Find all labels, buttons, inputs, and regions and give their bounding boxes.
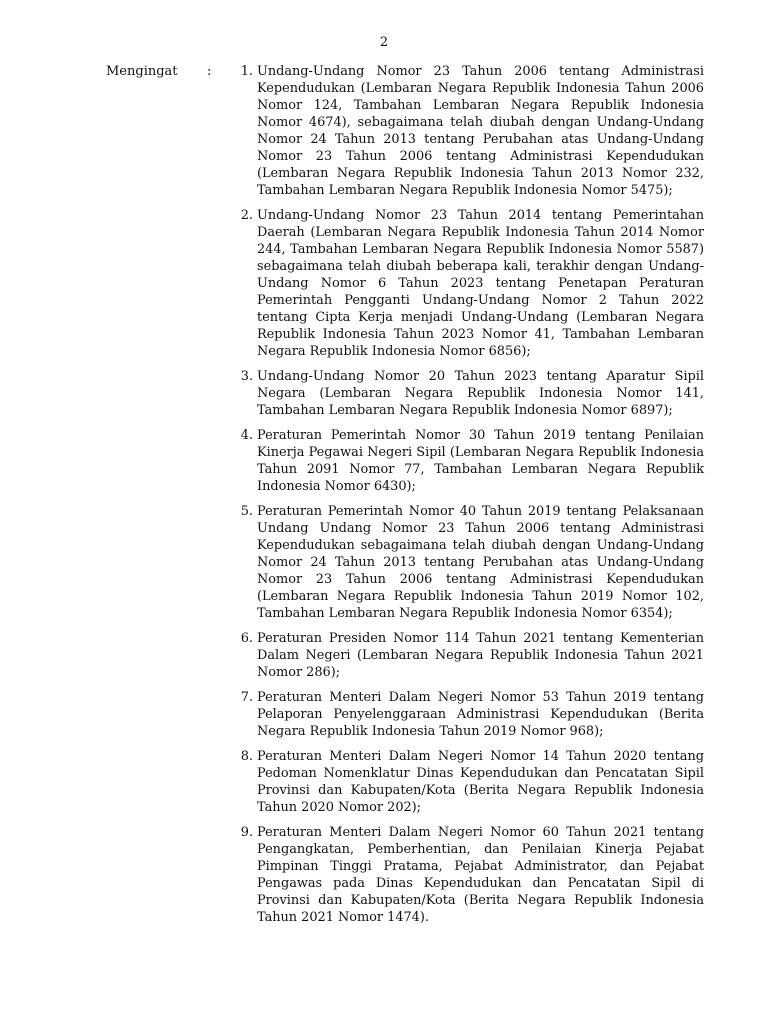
item-text: Peraturan Pemerintah Nomor 30 Tahun 2019 tentang Penilaian Kinerja Pegawai Negeri Sipil (Lembaran Negara Republik Indonesia Tahun 2091 Nomor 77, Tambahan Lembaran Negara Republik Indonesia Nomor 6430);	[257, 428, 704, 494]
list-item	[228, 368, 704, 419]
list-item	[228, 207, 704, 360]
item-number: 5.	[240, 504, 253, 519]
list-item	[228, 503, 704, 622]
item-number: 8.	[240, 749, 253, 764]
legal-basis-list	[228, 63, 704, 934]
list-item	[228, 824, 704, 926]
item-text: Undang-Undang Nomor 23 Tahun 2014 tentang Pemerintahan Daerah (Lembaran Negara Republik Indonesia Tahun 2014 Nomor 244, Tambahan Lembaran Negara Republik Indonesia Nomor 5587) sebagaimana telah diubah beberapa kali, terakhir dengan Undang-Undang Nomor 6 Tahun 2023 tentang Penetapan Peraturan Pemerintah Pengganti Undang-Undang Nomor 2 Tahun 2022 tentang Cipta Kerja menjadi Undang-Undang (Lembaran Negara Republik Indonesia Tahun 2023 Nomor 41, Tambahan Lembaran Negara Republik Indonesia Nomor 6856);	[257, 208, 704, 359]
list-item	[228, 63, 704, 199]
item-text: Peraturan Menteri Dalam Negeri Nomor 14 Tahun 2020 tentang Pedoman Nomenklatur Dinas Kependudukan dan Pencatatan Sipil Provinsi dan Kabupaten/Kota (Berita Negara Republik Indonesia Tahun 2020 Nomor 202);	[257, 749, 704, 815]
item-number: 1.	[240, 64, 253, 79]
item-number: 3.	[240, 369, 253, 384]
section-separator: :	[207, 64, 212, 79]
list-item	[228, 427, 704, 495]
list-item	[228, 748, 704, 816]
item-text: Peraturan Pemerintah Nomor 40 Tahun 2019 tentang Pelaksanaan Undang Undang Nomor 23 Tahun 2006 tentang Administrasi Kependudukan sebagaimana telah diubah dengan Undang-Undang Nomor 24 Tahun 2013 tentang Perubahan atas Undang-Undang Nomor 23 Tahun 2006 tentang Administrasi Kependudukan (Lembaran Negara Republik Indonesia Tahun 2019 Nomor 102, Tambahan Lembaran Negara Republik Indonesia Nomor 6354);	[257, 504, 704, 621]
item-text: Undang-Undang Nomor 20 Tahun 2023 tentang Aparatur Sipil Negara (Lembaran Negara Republik Indonesia Nomor 141, Tambahan Lembaran Negara Republik Indonesia Nomor 6897);	[257, 369, 704, 418]
item-text: Peraturan Menteri Dalam Negeri Nomor 53 Tahun 2019 tentang Pelaporan Penyelenggaraan Administrasi Kependudukan (Berita Negara Republik Indonesia Tahun 2019 Nomor 968);	[257, 690, 704, 739]
item-number: 2.	[240, 208, 253, 223]
item-text: Peraturan Menteri Dalam Negeri Nomor 60 Tahun 2021 tentang Pengangkatan, Pemberhentian, dan Penilaian Kinerja Pejabat Pimpinan Tinggi Pratama, Pejabat Administrator, dan Pejabat Pengawas pada Dinas Kependudukan dan Pencatatan Sipil di Provinsi dan Kabupaten/Kota (Berita Negara Republik Indonesia Tahun 2021 Nomor 1474).	[257, 825, 704, 925]
list-item	[228, 630, 704, 681]
item-number: 9.	[240, 825, 253, 840]
section-label: Mengingat	[106, 64, 178, 79]
item-number: 4.	[240, 428, 253, 443]
item-text: Undang-Undang Nomor 23 Tahun 2006 tentang Administrasi Kependudukan (Lembaran Negara Republik Indonesia Tahun 2006 Nomor 124, Tambahan Lembaran Negara Republik Indonesia Nomor 4674), sebagaimana telah diubah dengan Undang-Undang Nomor 24 Tahun 2013 tentang Perubahan atas Undang-Undang Nomor 23 Tahun 2006 tentang Administrasi Kependudukan (Lembaran Negara Republik Indonesia Tahun 2013 Nomor 232, Tambahan Lembaran Negara Republik Indonesia Nomor 5475);	[257, 64, 704, 198]
item-number: 7.	[240, 690, 253, 705]
item-number: 6.	[240, 631, 253, 646]
page-number: 2	[379, 35, 389, 50]
list-item	[228, 689, 704, 740]
item-text: Peraturan Presiden Nomor 114 Tahun 2021 tentang Kementerian Dalam Negeri (Lembaran Negara Republik Indonesia Tahun 2021 Nomor 286);	[257, 631, 704, 680]
